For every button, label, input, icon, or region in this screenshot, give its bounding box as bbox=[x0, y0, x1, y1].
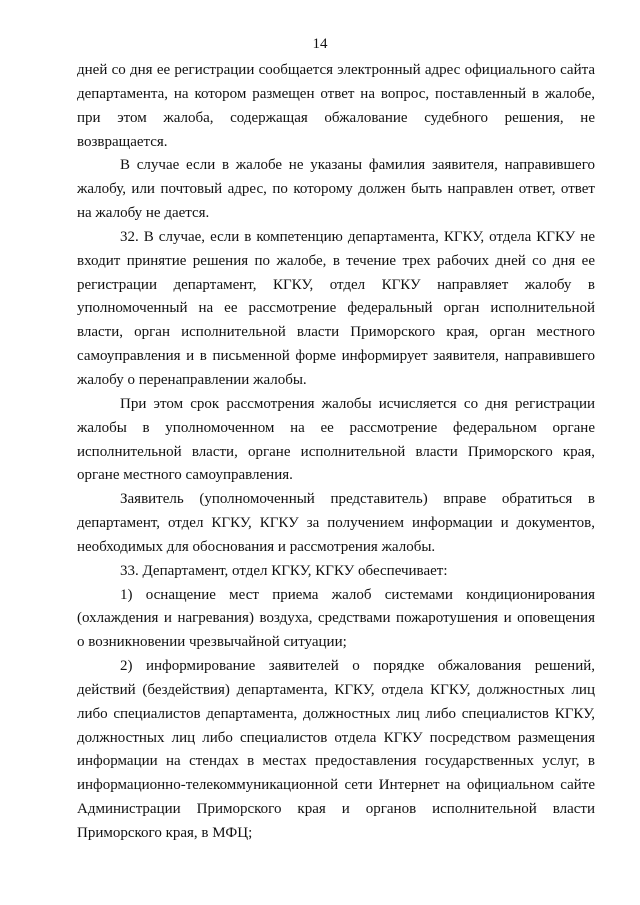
text-line: информации на стендах в местах предоставления государственных услуг, в bbox=[77, 753, 595, 770]
paragraph bbox=[77, 655, 595, 846]
text-line: исполнительной власти, органе исполнительной власти Приморского края, bbox=[77, 443, 595, 460]
text-line: 2) информирование заявителей о порядке обжалования решений, bbox=[120, 658, 595, 675]
text-line: либо специалистов департамента, должностных лиц либо специалистов КГКУ, bbox=[77, 705, 595, 722]
text-line: 33. Департамент, отдел КГКУ, КГКУ обеспечивает: bbox=[120, 562, 448, 579]
text-line: органе местного самоуправления. bbox=[77, 467, 293, 484]
paragraph bbox=[77, 560, 595, 584]
text-line: входит принятие решения по жалобе, в течение трех рабочих дней со дня ее bbox=[77, 252, 595, 269]
paragraph bbox=[77, 59, 595, 154]
text-line: дней со дня ее регистрации сообщается электронный адрес официального сайта bbox=[77, 62, 595, 78]
text-line: жалобу, или почтовый адрес, по которому должен быть направлен ответ, ответ bbox=[77, 181, 595, 198]
text-line: жалобу о перенаправлении жалобы. bbox=[77, 371, 307, 388]
text-line: 1) оснащение мест приема жалоб системами кондиционирования bbox=[120, 586, 595, 603]
paragraph bbox=[77, 488, 595, 560]
text-line: департамента, на котором размещен ответ на вопрос, поставленный в жалобе, bbox=[77, 85, 595, 102]
text-line: регистрации департамент, КГКУ, отдел КГКУ направляет жалобу в bbox=[77, 276, 595, 293]
page-number: 14 bbox=[312, 36, 328, 52]
text-line: уполномоченный на ее рассмотрение федеральный орган исполнительной bbox=[77, 300, 595, 317]
text-line: В случае если в жалобе не указаны фамилия заявителя, направившего bbox=[120, 157, 595, 174]
text-line: жалобы в уполномоченном на ее рассмотрение федеральном органе bbox=[77, 419, 595, 436]
text-line: 32. В случае, если в компетенцию департамента, КГКУ, отдела КГКУ не bbox=[120, 228, 595, 245]
text-line: самоуправления и в письменной форме информирует заявителя, направившего bbox=[77, 348, 595, 365]
text-line: Заявитель (уполномоченный представитель) вправе обратиться в bbox=[120, 491, 595, 508]
text-line: Администрации Приморского края и органов исполнительной власти bbox=[77, 801, 595, 818]
text-line: (охлаждения и нагревания) воздуха, средствами пожаротушения и оповещения bbox=[77, 610, 595, 627]
text-line: должностных лиц либо специалистов отдела КГКУ посредством размещения bbox=[77, 729, 595, 746]
text-line: возвращается. bbox=[77, 133, 168, 150]
document-body bbox=[77, 59, 595, 846]
text-line: информационно-телекоммуникационной сети Интернет на официальном сайте bbox=[77, 777, 595, 794]
text-line: власти, орган исполнительной власти Приморского края, орган местного bbox=[77, 324, 595, 341]
text-line: необходимых для обоснования и рассмотрения жалобы. bbox=[77, 538, 436, 555]
text-line: При этом срок рассмотрения жалобы исчисляется со дня регистрации bbox=[120, 395, 595, 412]
text-line: при этом жалоба, содержащая обжалование судебного решения, не bbox=[77, 109, 595, 126]
text-line: действий (бездействия) департамента, КГКУ, отдела КГКУ, должностных лиц bbox=[77, 681, 595, 698]
paragraph bbox=[77, 154, 595, 226]
text-line: о возникновении чрезвычайной ситуации; bbox=[77, 634, 347, 651]
paragraph bbox=[77, 226, 595, 393]
text-line: департамент, отдел КГКУ, КГКУ за получением информации и документов, bbox=[77, 515, 595, 532]
text-line: Приморского края, в МФЦ; bbox=[77, 825, 253, 841]
paragraph bbox=[77, 584, 595, 656]
paragraph bbox=[77, 393, 595, 488]
text-line: на жалобу не дается. bbox=[77, 205, 210, 222]
